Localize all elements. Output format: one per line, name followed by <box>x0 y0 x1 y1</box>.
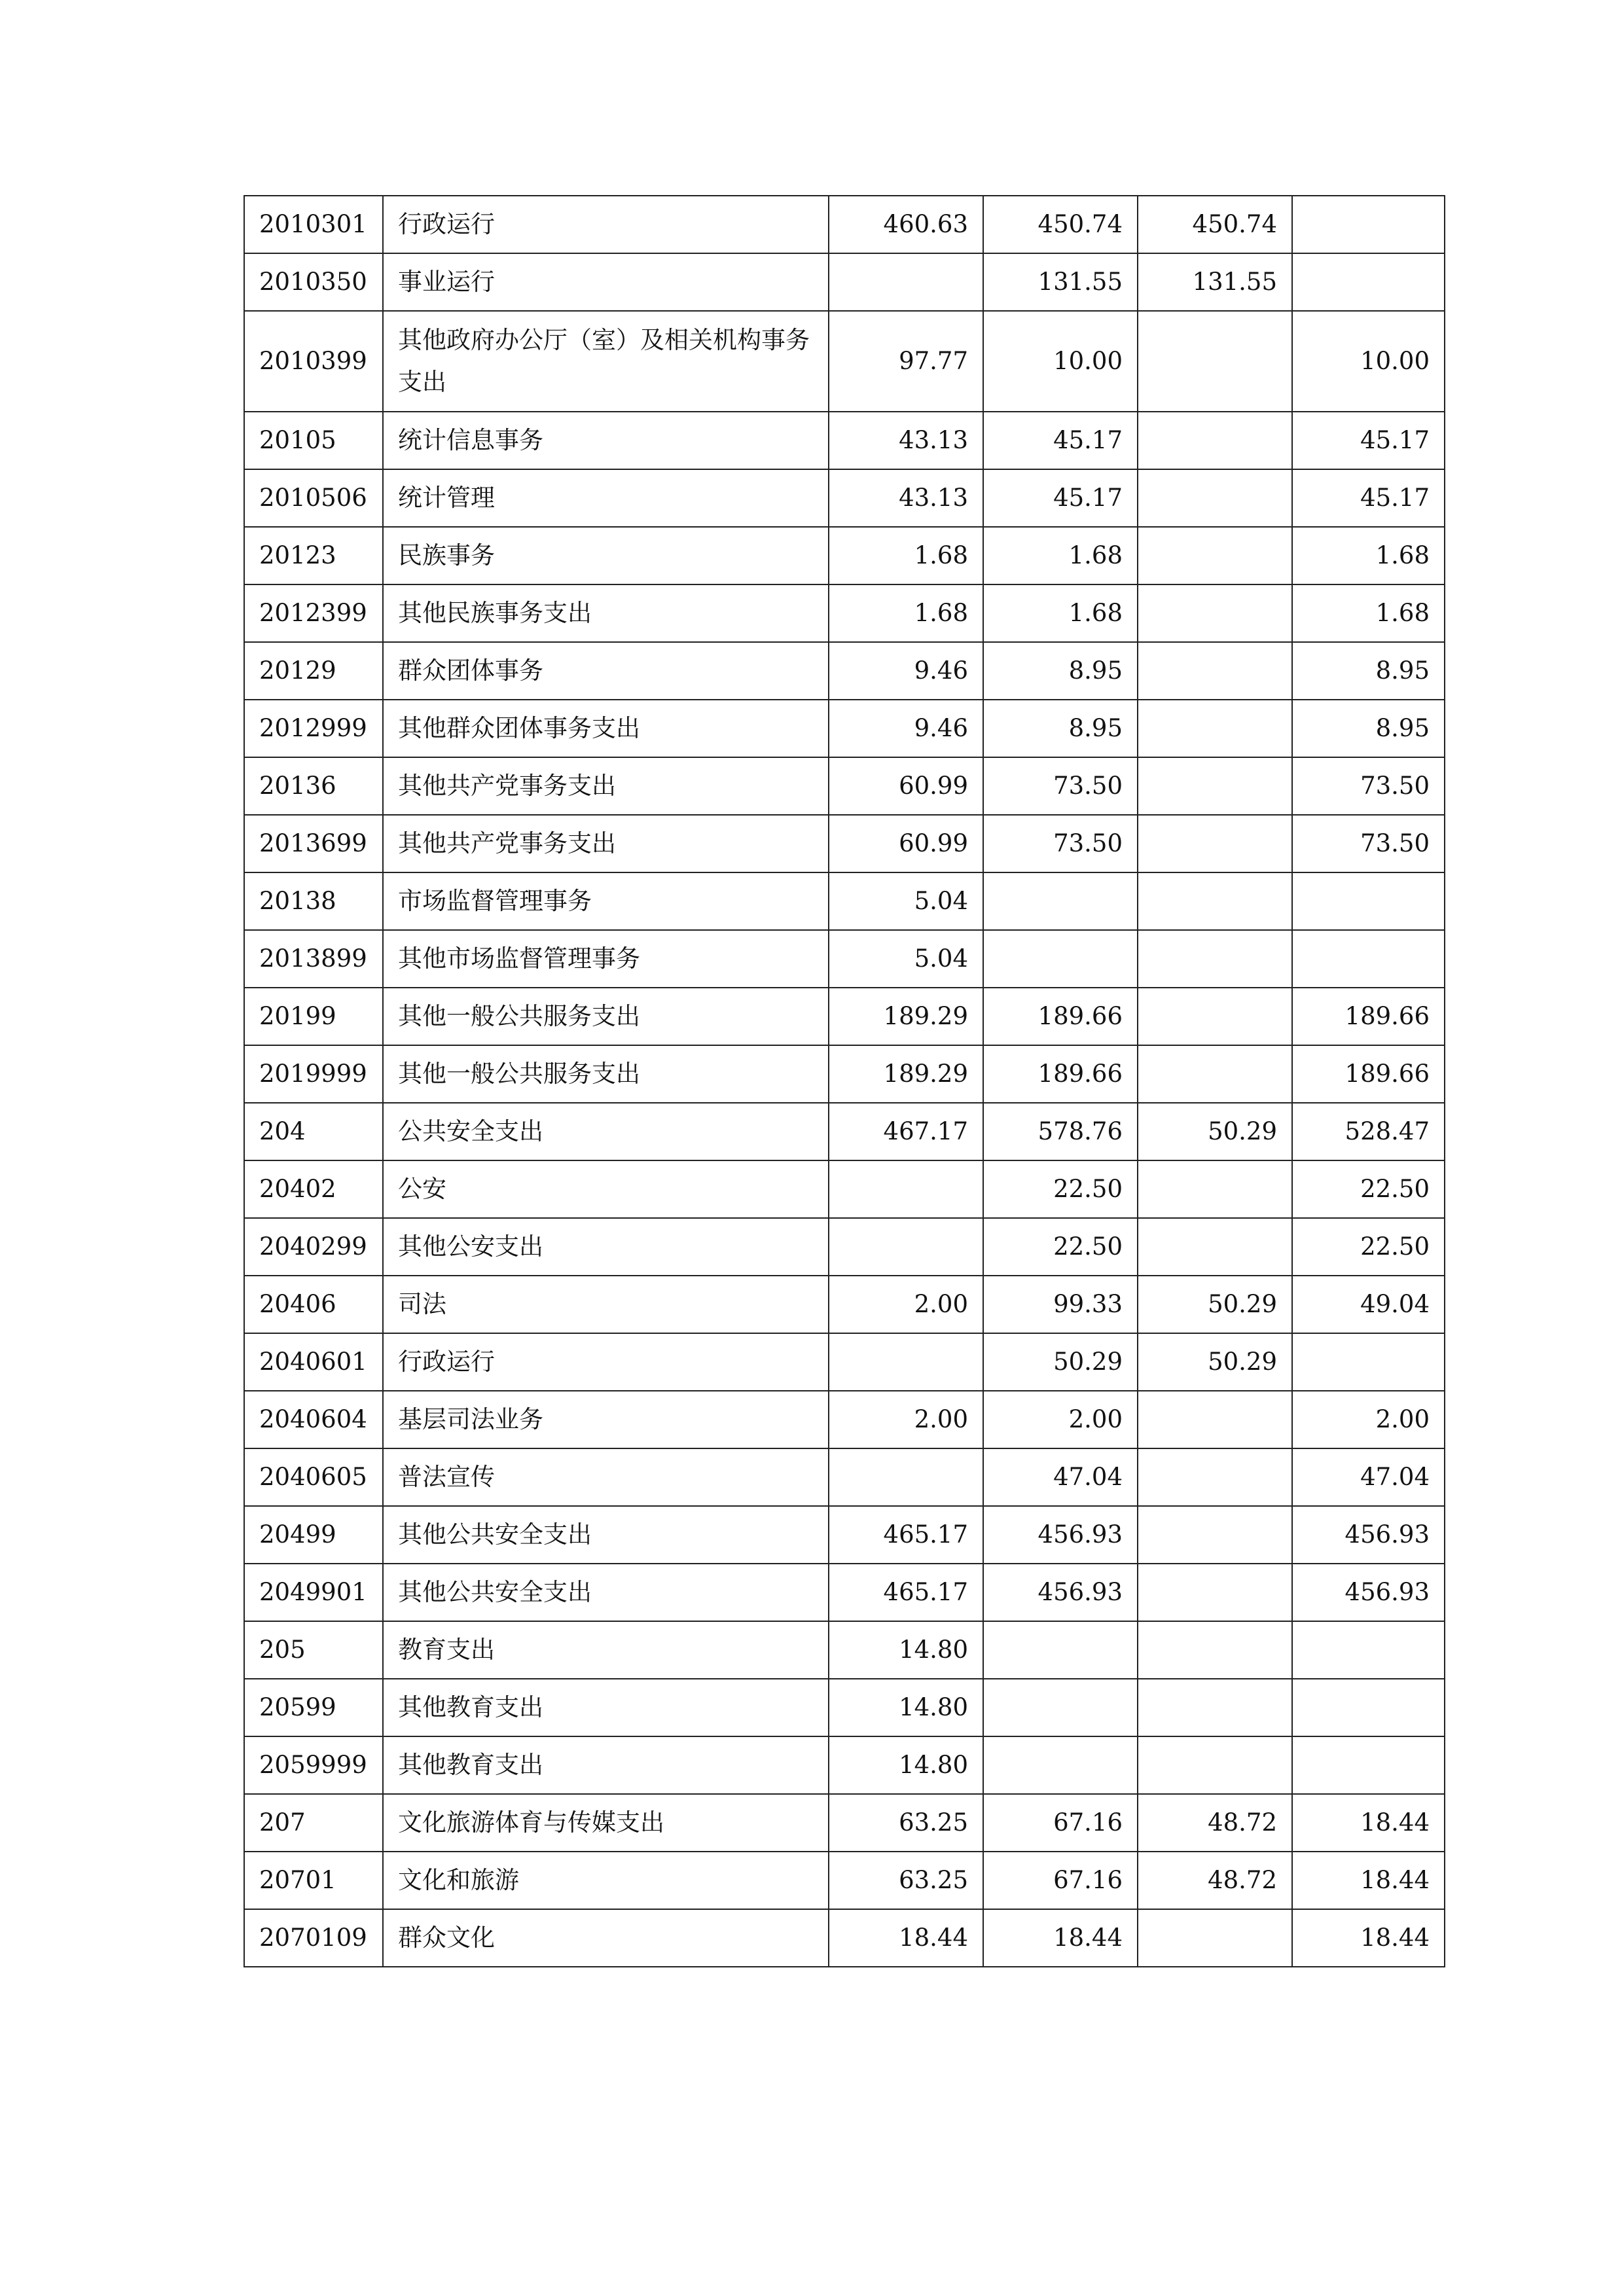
amount-cell-c3 <box>1138 930 1292 988</box>
subject-code-cell: 2040605 <box>244 1448 383 1506</box>
amount-cell-c3 <box>1138 311 1292 412</box>
amount-cell-c3 <box>1138 1160 1292 1218</box>
amount-cell-c4 <box>1292 196 1445 253</box>
amount-cell-c4: 10.00 <box>1292 311 1445 412</box>
subject-code-cell: 2010399 <box>244 311 383 412</box>
subject-name-cell: 其他民族事务支出 <box>383 584 829 642</box>
subject-name-cell: 行政运行 <box>383 1333 829 1391</box>
subject-name-cell: 其他教育支出 <box>383 1736 829 1794</box>
amount-cell-c1: 2.00 <box>829 1276 983 1333</box>
amount-cell-c4: 8.95 <box>1292 642 1445 700</box>
amount-cell-c4: 456.93 <box>1292 1506 1445 1564</box>
amount-cell-c4: 73.50 <box>1292 815 1445 872</box>
table-row <box>244 1564 1445 1621</box>
amount-cell-c4: 22.50 <box>1292 1218 1445 1276</box>
subject-name-cell: 统计管理 <box>383 469 829 527</box>
amount-cell-c2: 10.00 <box>983 311 1138 412</box>
amount-cell-c2: 8.95 <box>983 642 1138 700</box>
subject-code-cell: 20406 <box>244 1276 383 1333</box>
amount-cell-c3 <box>1138 988 1292 1045</box>
amount-cell-c4: 49.04 <box>1292 1276 1445 1333</box>
amount-cell-c4: 45.17 <box>1292 412 1445 469</box>
table-row <box>244 1333 1445 1391</box>
amount-cell-c4 <box>1292 1679 1445 1736</box>
subject-name-cell: 教育支出 <box>383 1621 829 1679</box>
amount-cell-c4: 2.00 <box>1292 1391 1445 1448</box>
amount-cell-c2: 50.29 <box>983 1333 1138 1391</box>
subject-name-cell: 公安 <box>383 1160 829 1218</box>
subject-code-cell: 204 <box>244 1103 383 1160</box>
table-row <box>244 469 1445 527</box>
amount-cell-c1: 189.29 <box>829 988 983 1045</box>
subject-name-cell: 其他共产党事务支出 <box>383 757 829 815</box>
subject-name-cell: 其他一般公共服务支出 <box>383 988 829 1045</box>
amount-cell-c1: 14.80 <box>829 1736 983 1794</box>
amount-cell-c2: 99.33 <box>983 1276 1138 1333</box>
table-row <box>244 412 1445 469</box>
amount-cell-c1: 5.04 <box>829 872 983 930</box>
table-row <box>244 584 1445 642</box>
amount-cell-c4: 189.66 <box>1292 988 1445 1045</box>
subject-code-cell: 20105 <box>244 412 383 469</box>
amount-cell-c3 <box>1138 1506 1292 1564</box>
amount-cell-c3 <box>1138 412 1292 469</box>
amount-cell-c2: 578.76 <box>983 1103 1138 1160</box>
subject-name-cell: 文化旅游体育与传媒支出 <box>383 1794 829 1852</box>
amount-cell-c2 <box>983 1679 1138 1736</box>
amount-cell-c1: 189.29 <box>829 1045 983 1103</box>
amount-cell-c2 <box>983 1621 1138 1679</box>
table-row <box>244 1045 1445 1103</box>
subject-name-cell: 其他群众团体事务支出 <box>383 700 829 757</box>
subject-name-cell: 基层司法业务 <box>383 1391 829 1448</box>
subject-name-cell: 其他市场监督管理事务 <box>383 930 829 988</box>
amount-cell-c1: 63.25 <box>829 1852 983 1909</box>
subject-name-cell: 其他公共安全支出 <box>383 1506 829 1564</box>
amount-cell-c2: 189.66 <box>983 1045 1138 1103</box>
table-row <box>244 527 1445 584</box>
amount-cell-c1: 465.17 <box>829 1506 983 1564</box>
subject-code-cell: 2070109 <box>244 1909 383 1967</box>
subject-name-cell: 其他一般公共服务支出 <box>383 1045 829 1103</box>
table-row <box>244 311 1445 412</box>
subject-code-cell: 2010506 <box>244 469 383 527</box>
amount-cell-c4: 45.17 <box>1292 469 1445 527</box>
amount-cell-c2: 22.50 <box>983 1160 1138 1218</box>
table-row <box>244 1679 1445 1736</box>
subject-code-cell: 2019999 <box>244 1045 383 1103</box>
table-row <box>244 1218 1445 1276</box>
amount-cell-c3 <box>1138 1679 1292 1736</box>
subject-name-cell: 群众文化 <box>383 1909 829 1967</box>
amount-cell-c1: 5.04 <box>829 930 983 988</box>
subject-code-cell: 20402 <box>244 1160 383 1218</box>
table-row <box>244 1736 1445 1794</box>
amount-cell-c3: 50.29 <box>1138 1276 1292 1333</box>
amount-cell-c1: 60.99 <box>829 757 983 815</box>
amount-cell-c3 <box>1138 815 1292 872</box>
amount-cell-c2: 450.74 <box>983 196 1138 253</box>
table-row <box>244 1160 1445 1218</box>
subject-name-cell: 民族事务 <box>383 527 829 584</box>
amount-cell-c4: 8.95 <box>1292 700 1445 757</box>
amount-cell-c4: 1.68 <box>1292 584 1445 642</box>
amount-cell-c2: 73.50 <box>983 757 1138 815</box>
subject-code-cell: 20599 <box>244 1679 383 1736</box>
table-row <box>244 253 1445 311</box>
amount-cell-c4: 47.04 <box>1292 1448 1445 1506</box>
amount-cell-c4: 18.44 <box>1292 1909 1445 1967</box>
subject-name-cell: 市场监督管理事务 <box>383 872 829 930</box>
table-row <box>244 642 1445 700</box>
subject-code-cell: 20138 <box>244 872 383 930</box>
amount-cell-c2: 2.00 <box>983 1391 1138 1448</box>
subject-code-cell: 2012999 <box>244 700 383 757</box>
subject-name-cell: 统计信息事务 <box>383 412 829 469</box>
amount-cell-c3: 48.72 <box>1138 1794 1292 1852</box>
amount-cell-c1 <box>829 1448 983 1506</box>
amount-cell-c4: 456.93 <box>1292 1564 1445 1621</box>
amount-cell-c2 <box>983 1736 1138 1794</box>
amount-cell-c3 <box>1138 469 1292 527</box>
amount-cell-c2: 67.16 <box>983 1852 1138 1909</box>
subject-code-cell: 207 <box>244 1794 383 1852</box>
table-body <box>244 196 1445 1967</box>
amount-cell-c4 <box>1292 1621 1445 1679</box>
amount-cell-c3 <box>1138 1045 1292 1103</box>
amount-cell-c2 <box>983 930 1138 988</box>
table-row <box>244 1506 1445 1564</box>
subject-name-cell: 其他公共安全支出 <box>383 1564 829 1621</box>
subject-name-cell: 司法 <box>383 1276 829 1333</box>
subject-code-cell: 2040299 <box>244 1218 383 1276</box>
amount-cell-c2: 18.44 <box>983 1909 1138 1967</box>
amount-cell-c1: 465.17 <box>829 1564 983 1621</box>
amount-cell-c2: 8.95 <box>983 700 1138 757</box>
subject-name-cell: 群众团体事务 <box>383 642 829 700</box>
subject-code-cell: 2040601 <box>244 1333 383 1391</box>
amount-cell-c4 <box>1292 1333 1445 1391</box>
amount-cell-c2: 456.93 <box>983 1506 1138 1564</box>
amount-cell-c3 <box>1138 1736 1292 1794</box>
amount-cell-c2 <box>983 872 1138 930</box>
subject-code-cell: 2040604 <box>244 1391 383 1448</box>
amount-cell-c3 <box>1138 1391 1292 1448</box>
amount-cell-c3 <box>1138 1564 1292 1621</box>
amount-cell-c3: 48.72 <box>1138 1852 1292 1909</box>
table-row <box>244 757 1445 815</box>
amount-cell-c1: 63.25 <box>829 1794 983 1852</box>
subject-code-cell: 2010350 <box>244 253 383 311</box>
table-row <box>244 988 1445 1045</box>
subject-name-cell: 文化和旅游 <box>383 1852 829 1909</box>
subject-name-cell: 其他共产党事务支出 <box>383 815 829 872</box>
amount-cell-c3: 131.55 <box>1138 253 1292 311</box>
amount-cell-c4 <box>1292 930 1445 988</box>
amount-cell-c1: 43.13 <box>829 469 983 527</box>
amount-cell-c1: 460.63 <box>829 196 983 253</box>
amount-cell-c3 <box>1138 872 1292 930</box>
amount-cell-c3: 50.29 <box>1138 1333 1292 1391</box>
subject-name-cell: 其他公安支出 <box>383 1218 829 1276</box>
subject-name-cell: 普法宣传 <box>383 1448 829 1506</box>
amount-cell-c4: 22.50 <box>1292 1160 1445 1218</box>
amount-cell-c2: 22.50 <box>983 1218 1138 1276</box>
subject-code-cell: 2013899 <box>244 930 383 988</box>
subject-name-cell: 公共安全支出 <box>383 1103 829 1160</box>
amount-cell-c3 <box>1138 1909 1292 1967</box>
table-row <box>244 1391 1445 1448</box>
table-row <box>244 872 1445 930</box>
amount-cell-c3: 450.74 <box>1138 196 1292 253</box>
table-row <box>244 196 1445 253</box>
amount-cell-c3: 50.29 <box>1138 1103 1292 1160</box>
amount-cell-c3 <box>1138 642 1292 700</box>
amount-cell-c3 <box>1138 1621 1292 1679</box>
subject-name-cell: 其他政府办公厅（室）及相关机构事务支出 <box>383 311 829 412</box>
amount-cell-c2: 73.50 <box>983 815 1138 872</box>
amount-cell-c1: 97.77 <box>829 311 983 412</box>
subject-code-cell: 20499 <box>244 1506 383 1564</box>
amount-cell-c1: 2.00 <box>829 1391 983 1448</box>
amount-cell-c2: 131.55 <box>983 253 1138 311</box>
amount-cell-c2: 47.04 <box>983 1448 1138 1506</box>
subject-code-cell: 2049901 <box>244 1564 383 1621</box>
amount-cell-c4: 189.66 <box>1292 1045 1445 1103</box>
subject-code-cell: 20136 <box>244 757 383 815</box>
subject-code-cell: 20129 <box>244 642 383 700</box>
table-row <box>244 1794 1445 1852</box>
table-row <box>244 1852 1445 1909</box>
table-row <box>244 1621 1445 1679</box>
subject-code-cell: 20123 <box>244 527 383 584</box>
table-row <box>244 1103 1445 1160</box>
subject-code-cell: 2059999 <box>244 1736 383 1794</box>
amount-cell-c4: 1.68 <box>1292 527 1445 584</box>
amount-cell-c4: 73.50 <box>1292 757 1445 815</box>
amount-cell-c1: 43.13 <box>829 412 983 469</box>
subject-code-cell: 2012399 <box>244 584 383 642</box>
amount-cell-c1 <box>829 1160 983 1218</box>
subject-code-cell: 205 <box>244 1621 383 1679</box>
amount-cell-c1: 14.80 <box>829 1679 983 1736</box>
subject-code-cell: 20199 <box>244 988 383 1045</box>
amount-cell-c1 <box>829 1333 983 1391</box>
amount-cell-c3 <box>1138 1218 1292 1276</box>
amount-cell-c1 <box>829 1218 983 1276</box>
amount-cell-c4 <box>1292 1736 1445 1794</box>
table-row <box>244 1448 1445 1506</box>
amount-cell-c1 <box>829 253 983 311</box>
subject-code-cell: 20701 <box>244 1852 383 1909</box>
amount-cell-c1: 14.80 <box>829 1621 983 1679</box>
amount-cell-c3 <box>1138 1448 1292 1506</box>
amount-cell-c3 <box>1138 700 1292 757</box>
amount-cell-c2: 67.16 <box>983 1794 1138 1852</box>
amount-cell-c1: 1.68 <box>829 527 983 584</box>
amount-cell-c3 <box>1138 527 1292 584</box>
amount-cell-c2: 45.17 <box>983 412 1138 469</box>
subject-name-cell: 行政运行 <box>383 196 829 253</box>
table-row <box>244 930 1445 988</box>
amount-cell-c1: 18.44 <box>829 1909 983 1967</box>
amount-cell-c2: 1.68 <box>983 584 1138 642</box>
amount-cell-c4 <box>1292 253 1445 311</box>
subject-name-cell: 其他教育支出 <box>383 1679 829 1736</box>
subject-code-cell: 2013699 <box>244 815 383 872</box>
amount-cell-c2: 456.93 <box>983 1564 1138 1621</box>
amount-cell-c4: 528.47 <box>1292 1103 1445 1160</box>
budget-table <box>244 195 1445 1967</box>
amount-cell-c4: 18.44 <box>1292 1852 1445 1909</box>
amount-cell-c4: 18.44 <box>1292 1794 1445 1852</box>
amount-cell-c1: 9.46 <box>829 700 983 757</box>
amount-cell-c1: 1.68 <box>829 584 983 642</box>
table-row <box>244 700 1445 757</box>
subject-code-cell: 2010301 <box>244 196 383 253</box>
amount-cell-c4 <box>1292 872 1445 930</box>
table-row <box>244 1909 1445 1967</box>
subject-name-cell: 事业运行 <box>383 253 829 311</box>
amount-cell-c1: 467.17 <box>829 1103 983 1160</box>
amount-cell-c3 <box>1138 757 1292 815</box>
amount-cell-c3 <box>1138 584 1292 642</box>
amount-cell-c1: 9.46 <box>829 642 983 700</box>
table-row <box>244 815 1445 872</box>
amount-cell-c2: 1.68 <box>983 527 1138 584</box>
amount-cell-c2: 45.17 <box>983 469 1138 527</box>
amount-cell-c1: 60.99 <box>829 815 983 872</box>
amount-cell-c2: 189.66 <box>983 988 1138 1045</box>
table-row <box>244 1276 1445 1333</box>
